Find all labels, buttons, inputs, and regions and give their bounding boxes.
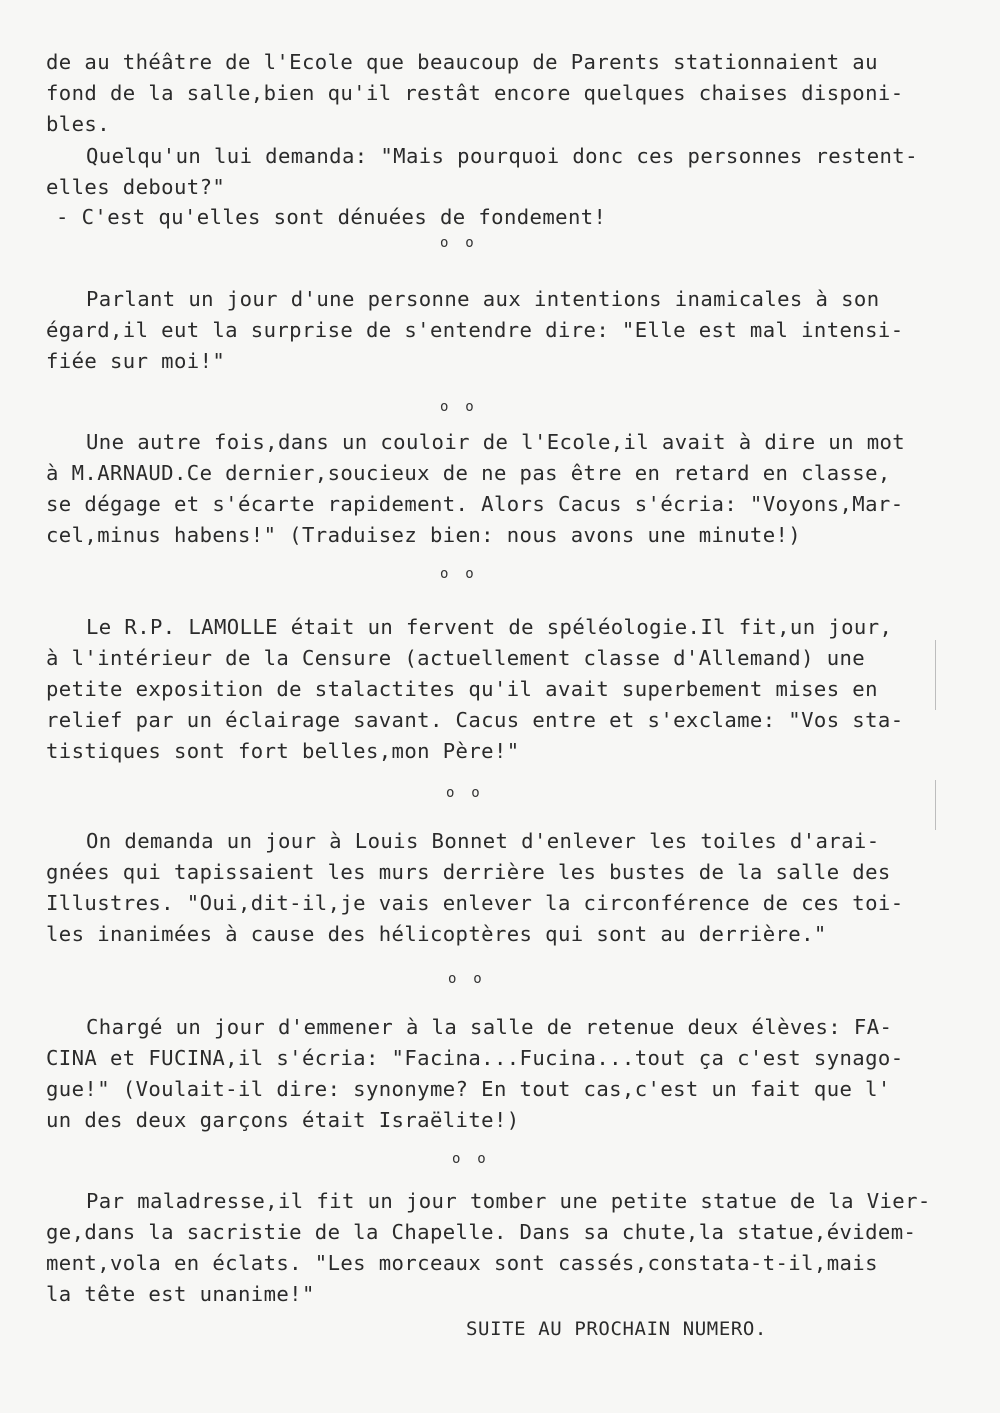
- text-line: Illustres. "Oui,dit-il,je vais enlever la circonférence de ces toi-: [46, 891, 904, 915]
- section-separator: o o: [440, 566, 474, 582]
- margin-mark: [935, 640, 936, 710]
- text-line: se dégage et s'écarte rapidement. Alors Cacus s'écria: "Voyons,Mar-: [46, 492, 904, 516]
- text-line: fond de la salle,bien qu'il restât encore quelques chaises disponi-: [46, 81, 904, 105]
- section-separator: o o: [452, 1151, 486, 1167]
- text-line: à l'intérieur de la Censure (actuellement classe d'Allemand) une: [46, 646, 866, 670]
- text-line: bles.: [46, 112, 110, 136]
- text-line: Le R.P. LAMOLLE était un fervent de spéléologie.Il fit,un jour,: [86, 615, 893, 639]
- text-line: Quelqu'un lui demanda: "Mais pourquoi donc ces personnes restent-: [86, 144, 918, 168]
- text-line: Chargé un jour d'emmener à la salle de retenue deux élèves: FA-: [86, 1015, 893, 1039]
- text-line: la tête est unanime!": [46, 1282, 315, 1306]
- section-separator: o o: [440, 235, 474, 251]
- text-line: un des deux garçons était Israëlite!): [46, 1108, 520, 1132]
- text-line: fiée sur moi!": [46, 349, 226, 373]
- text-line: Par maladresse,il fit un jour tomber une petite statue de la Vier-: [86, 1189, 931, 1213]
- text-line: ge,dans la sacristie de la Chapelle. Dans sa chute,la statue,évidem-: [46, 1220, 917, 1244]
- section-separator: o o: [446, 785, 480, 801]
- text-line: Une autre fois,dans un couloir de l'Ecole,il avait à dire un mot: [86, 430, 906, 454]
- text-line: - C'est qu'elles sont dénuées de fondement!: [56, 205, 607, 229]
- text-line: gue!" (Voulait-il dire: synonyme? En tout cas,c'est un fait que l': [46, 1077, 891, 1101]
- text-line: On demanda un jour à Louis Bonnet d'enlever les toiles d'arai-: [86, 829, 880, 853]
- text-line: Parlant un jour d'une personne aux intentions inamicales à son: [86, 287, 880, 311]
- text-line: les inanimées à cause des hélicoptères qui sont au derrière.": [46, 922, 827, 946]
- section-separator: o o: [440, 399, 474, 415]
- text-line: CINA et FUCINA,il s'écria: "Facina...Fucina...tout ça c'est synago-: [46, 1046, 904, 1070]
- text-line: à M.ARNAUD.Ce dernier,soucieux de ne pas être en retard en classe,: [46, 461, 891, 485]
- text-line: de au théâtre de l'Ecole que beaucoup de Parents stationnaient au: [46, 50, 878, 74]
- text-line: petite exposition de stalactites qu'il avait superbement mises en: [46, 677, 878, 701]
- continuation-note: SUITE AU PROCHAIN NUMERO.: [466, 1318, 767, 1340]
- text-line: elles debout?": [46, 175, 226, 199]
- margin-mark: [935, 780, 936, 830]
- text-line: cel,minus habens!" (Traduisez bien: nous avons une minute!): [46, 523, 802, 547]
- text-line: relief par un éclairage savant. Cacus entre et s'exclame: "Vos sta-: [46, 708, 904, 732]
- section-separator: o o: [448, 971, 482, 987]
- text-line: ment,vola en éclats. "Les morceaux sont cassés,constata-t-il,mais: [46, 1251, 878, 1275]
- text-line: gnées qui tapissaient les murs derrière les bustes de la salle des: [46, 860, 891, 884]
- text-line: tistiques sont fort belles,mon Père!": [46, 739, 520, 763]
- text-line: égard,il eut la surprise de s'entendre dire: "Elle est mal intensi-: [46, 318, 904, 342]
